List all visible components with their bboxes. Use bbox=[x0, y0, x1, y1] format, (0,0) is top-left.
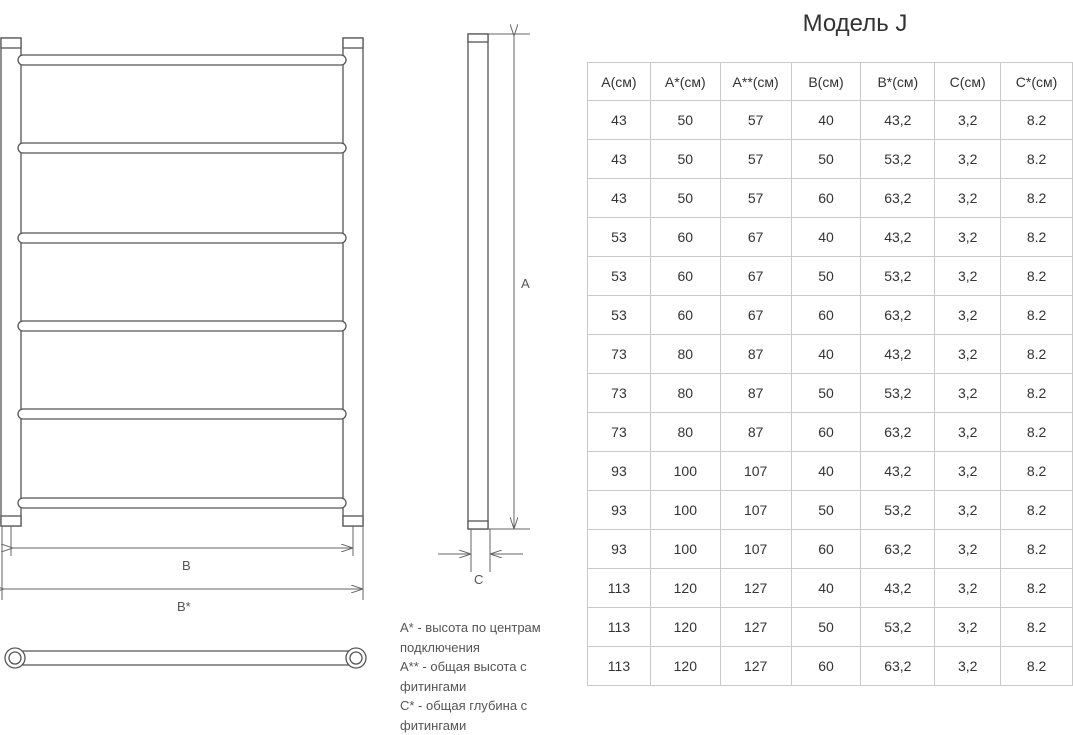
table-cell: 57 bbox=[720, 140, 791, 179]
label-c: C bbox=[474, 572, 483, 587]
legend bbox=[400, 618, 580, 735]
table-cell: 3,2 bbox=[935, 374, 1001, 413]
table-header-cell: A**(см) bbox=[720, 63, 791, 101]
side-rail-cap-bottom bbox=[468, 521, 488, 529]
table-cell: 3,2 bbox=[935, 296, 1001, 335]
table-row bbox=[588, 569, 1073, 608]
table-cell: 60 bbox=[791, 413, 861, 452]
table-header-row bbox=[588, 63, 1073, 101]
table-cell: 100 bbox=[650, 491, 720, 530]
table-cell: 3,2 bbox=[935, 413, 1001, 452]
table-cell: 50 bbox=[650, 179, 720, 218]
table-cell: 3,2 bbox=[935, 179, 1001, 218]
table-header-cell: B(см) bbox=[791, 63, 861, 101]
table-cell: 3,2 bbox=[935, 257, 1001, 296]
spec-table bbox=[587, 62, 1073, 686]
table-cell: 73 bbox=[588, 335, 651, 374]
table-row bbox=[588, 257, 1073, 296]
table-header-cell: C*(см) bbox=[1001, 63, 1073, 101]
table-cell: 53,2 bbox=[861, 140, 935, 179]
table-cell: 3,2 bbox=[935, 101, 1001, 140]
table-cell: 63,2 bbox=[861, 296, 935, 335]
table-cell: 93 bbox=[588, 452, 651, 491]
table-cell: 120 bbox=[650, 647, 720, 686]
table-cell: 107 bbox=[720, 452, 791, 491]
table-cell: 8.2 bbox=[1001, 218, 1073, 257]
table-cell: 67 bbox=[720, 296, 791, 335]
legend-line: C* - общая глубина с bbox=[400, 696, 580, 716]
legend-line: A** - общая высота с bbox=[400, 657, 580, 677]
table-header-cell: A*(см) bbox=[650, 63, 720, 101]
top-view-bar bbox=[16, 651, 356, 665]
table-cell: 53 bbox=[588, 257, 651, 296]
table-cell: 53,2 bbox=[861, 608, 935, 647]
top-view bbox=[5, 648, 366, 668]
table-cell: 50 bbox=[791, 257, 861, 296]
table-cell: 80 bbox=[650, 335, 720, 374]
legend-line: фитингами bbox=[400, 677, 580, 697]
left-rail-cap-bottom bbox=[1, 516, 21, 526]
table-cell: 8.2 bbox=[1001, 608, 1073, 647]
table-cell: 67 bbox=[720, 257, 791, 296]
table-row bbox=[588, 452, 1073, 491]
table-cell: 43 bbox=[588, 140, 651, 179]
table-cell: 107 bbox=[720, 491, 791, 530]
table-row bbox=[588, 140, 1073, 179]
table-cell: 60 bbox=[650, 257, 720, 296]
table-cell: 113 bbox=[588, 608, 651, 647]
left-rail bbox=[1, 38, 21, 526]
page-title: Модель J bbox=[760, 10, 950, 38]
table-cell: 8.2 bbox=[1001, 296, 1073, 335]
table-cell: 113 bbox=[588, 569, 651, 608]
table-cell: 53,2 bbox=[861, 374, 935, 413]
table-row bbox=[588, 179, 1073, 218]
table-cell: 60 bbox=[791, 179, 861, 218]
right-rail-cap-bottom bbox=[343, 516, 363, 526]
table-cell: 50 bbox=[650, 140, 720, 179]
right-rail-cap-top bbox=[343, 38, 363, 48]
table-row bbox=[588, 218, 1073, 257]
crossbar bbox=[18, 55, 346, 65]
crossbar bbox=[18, 143, 346, 153]
table-cell: 63,2 bbox=[861, 647, 935, 686]
table-cell: 3,2 bbox=[935, 608, 1001, 647]
table-cell: 40 bbox=[791, 335, 861, 374]
table-cell: 73 bbox=[588, 413, 651, 452]
table-row bbox=[588, 101, 1073, 140]
table-cell: 50 bbox=[650, 101, 720, 140]
side-rail bbox=[468, 34, 488, 529]
dimension-b bbox=[11, 526, 353, 556]
table-cell: 87 bbox=[720, 413, 791, 452]
table-cell: 3,2 bbox=[935, 335, 1001, 374]
table-cell: 3,2 bbox=[935, 647, 1001, 686]
table-cell: 60 bbox=[791, 530, 861, 569]
table-cell: 3,2 bbox=[935, 140, 1001, 179]
table-cell: 87 bbox=[720, 335, 791, 374]
table-row bbox=[588, 335, 1073, 374]
table-cell: 40 bbox=[791, 101, 861, 140]
table-cell: 120 bbox=[650, 569, 720, 608]
fitting-right-inner bbox=[350, 652, 362, 664]
table-cell: 57 bbox=[720, 179, 791, 218]
table-cell: 50 bbox=[791, 374, 861, 413]
crossbar bbox=[18, 409, 346, 419]
table-cell: 40 bbox=[791, 569, 861, 608]
table-cell: 43,2 bbox=[861, 335, 935, 374]
table-cell: 8.2 bbox=[1001, 101, 1073, 140]
table-cell: 53 bbox=[588, 296, 651, 335]
table-cell: 8.2 bbox=[1001, 413, 1073, 452]
table-row bbox=[588, 296, 1073, 335]
table-cell: 113 bbox=[588, 647, 651, 686]
label-b-star: B* bbox=[177, 599, 191, 614]
right-rail bbox=[343, 38, 363, 526]
table-cell: 3,2 bbox=[935, 491, 1001, 530]
table-cell: 67 bbox=[720, 218, 791, 257]
fitting-left-inner bbox=[9, 652, 21, 664]
table-cell: 8.2 bbox=[1001, 335, 1073, 374]
side-rail-cap-top bbox=[468, 34, 488, 42]
table-cell: 8.2 bbox=[1001, 374, 1073, 413]
table-cell: 3,2 bbox=[935, 569, 1001, 608]
table-cell: 3,2 bbox=[935, 452, 1001, 491]
table-cell: 100 bbox=[650, 452, 720, 491]
table-cell: 63,2 bbox=[861, 530, 935, 569]
table-cell: 43,2 bbox=[861, 569, 935, 608]
table-cell: 3,2 bbox=[935, 218, 1001, 257]
legend-line: подключения bbox=[400, 638, 580, 658]
table-cell: 60 bbox=[791, 647, 861, 686]
table-cell: 50 bbox=[791, 140, 861, 179]
table-cell: 57 bbox=[720, 101, 791, 140]
table-body bbox=[588, 101, 1073, 686]
table-cell: 100 bbox=[650, 530, 720, 569]
table-cell: 63,2 bbox=[861, 179, 935, 218]
table-cell: 43,2 bbox=[861, 101, 935, 140]
table-row bbox=[588, 608, 1073, 647]
table-cell: 60 bbox=[650, 296, 720, 335]
left-rail-cap-top bbox=[1, 38, 21, 48]
table-cell: 8.2 bbox=[1001, 179, 1073, 218]
table-row bbox=[588, 491, 1073, 530]
dimension-c bbox=[438, 529, 523, 572]
table-cell: 60 bbox=[650, 218, 720, 257]
label-b: B bbox=[182, 558, 191, 573]
table-cell: 127 bbox=[720, 608, 791, 647]
table-cell: 120 bbox=[650, 608, 720, 647]
table-cell: 53,2 bbox=[861, 491, 935, 530]
table-cell: 8.2 bbox=[1001, 140, 1073, 179]
table-cell: 8.2 bbox=[1001, 452, 1073, 491]
table-cell: 50 bbox=[791, 608, 861, 647]
table-cell: 60 bbox=[791, 296, 861, 335]
table-cell: 107 bbox=[720, 530, 791, 569]
table-cell: 43 bbox=[588, 179, 651, 218]
table-cell: 43,2 bbox=[861, 218, 935, 257]
table-cell: 80 bbox=[650, 413, 720, 452]
table-cell: 8.2 bbox=[1001, 647, 1073, 686]
table-row bbox=[588, 413, 1073, 452]
table-header-cell: C(см) bbox=[935, 63, 1001, 101]
table-cell: 53,2 bbox=[861, 257, 935, 296]
legend-line: фитингами bbox=[400, 716, 580, 735]
table-row bbox=[588, 374, 1073, 413]
table-row bbox=[588, 647, 1073, 686]
label-a: A bbox=[521, 276, 530, 291]
table-cell: 40 bbox=[791, 218, 861, 257]
table-header-cell: B*(см) bbox=[861, 63, 935, 101]
table-cell: 93 bbox=[588, 491, 651, 530]
table-cell: 93 bbox=[588, 530, 651, 569]
table-cell: 8.2 bbox=[1001, 569, 1073, 608]
crossbar bbox=[18, 321, 346, 331]
legend-line: A* - высота по центрам bbox=[400, 618, 580, 638]
table-cell: 8.2 bbox=[1001, 491, 1073, 530]
table-cell: 63,2 bbox=[861, 413, 935, 452]
side-view bbox=[468, 34, 488, 529]
table-cell: 80 bbox=[650, 374, 720, 413]
table-cell: 87 bbox=[720, 374, 791, 413]
table-cell: 127 bbox=[720, 647, 791, 686]
table-cell: 8.2 bbox=[1001, 530, 1073, 569]
table-cell: 73 bbox=[588, 374, 651, 413]
table-cell: 43,2 bbox=[861, 452, 935, 491]
table-cell: 40 bbox=[791, 452, 861, 491]
table-cell: 3,2 bbox=[935, 530, 1001, 569]
table-row bbox=[588, 530, 1073, 569]
crossbar bbox=[18, 233, 346, 243]
crossbar bbox=[18, 498, 346, 508]
front-view bbox=[1, 38, 363, 526]
table-cell: 50 bbox=[791, 491, 861, 530]
table-header-cell: A(см) bbox=[588, 63, 651, 101]
table-cell: 53 bbox=[588, 218, 651, 257]
table-cell: 8.2 bbox=[1001, 257, 1073, 296]
table-cell: 43 bbox=[588, 101, 651, 140]
table-cell: 127 bbox=[720, 569, 791, 608]
